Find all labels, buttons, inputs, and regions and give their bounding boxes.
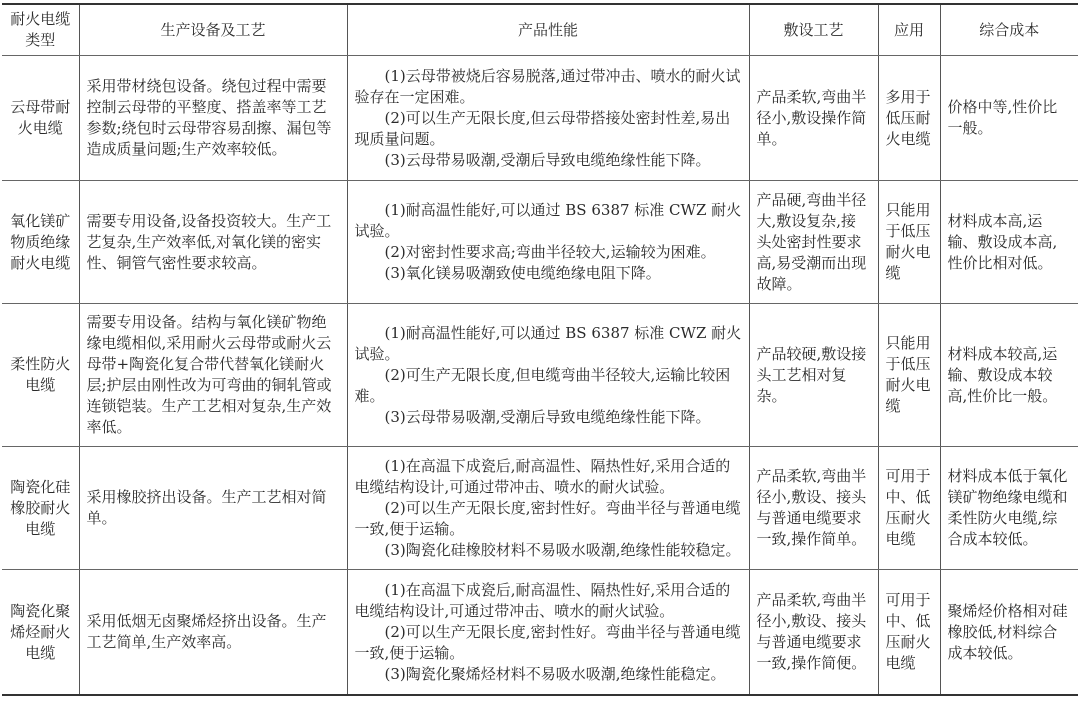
cell-performance <box>347 56 749 181</box>
cell-cost: 材料成本低于氧化镁矿物绝缘电缆和柔性防火电缆,综合成本较低。 <box>940 447 1078 570</box>
performance-item: (3)云母带易吸潮,受潮后导致电缆绝缘性能下降。 <box>384 150 711 169</box>
performance-item: (2)可以生产无限长度,但云母带搭接处密封性差,易出现质量问题。 <box>354 108 731 148</box>
cell-performance <box>347 570 749 696</box>
performance-item: (3)陶瓷化硅橡胶材料不易吸水吸潮,绝缘性能较稳定。 <box>384 540 741 559</box>
performance-item: (3)云母带易吸潮,受潮后导致电缆绝缘性能下降。 <box>384 407 711 426</box>
cell-application: 只能用于低压耐火电缆 <box>878 181 940 304</box>
cell-cable-type: 陶瓷化硅橡胶耐火电缆 <box>2 447 79 570</box>
cell-equipment: 需要专用设备,设备投资较大。生产工艺复杂,生产效率低,对氧化镁的密实性、铜管气密性要求较高。 <box>79 181 347 304</box>
header-cost: 综合成本 <box>940 4 1078 56</box>
performance-item: (2)对密封性要求高;弯曲半径较大,运输较为困难。 <box>384 243 716 261</box>
performance-item: (1)云母带被烧后容易脱落,通过带冲击、喷水的耐火试验存在一定困难。 <box>354 66 741 106</box>
cell-laying: 产品硬,弯曲半径大,敷设复杂,接头处密封性要求高,易受潮而出现故障。 <box>749 181 878 304</box>
header-laying: 敷设工艺 <box>749 4 878 56</box>
header-row <box>2 4 1078 56</box>
performance-item: (1)在高温下成瓷后,耐高温性、隔热性好,采用合适的电缆结构设计,可通过带冲击、喷水的耐火试验。 <box>354 456 731 496</box>
cell-equipment: 需要专用设备。结构与氧化镁矿物绝缘电缆相似,采用耐火云母带或耐火云母带+陶瓷化复合带代替氧化镁耐火层;护层由刚性改为可弯曲的铜轧管或连锁铠装。生产工艺相对复杂,生产效率低。 <box>79 304 347 447</box>
cell-cable-type: 云母带耐火电缆 <box>2 56 79 181</box>
cell-cost: 价格中等,性价比一般。 <box>940 56 1078 181</box>
performance-item: (1)耐高温性能好,可以通过 BS 6387 标准 CWZ 耐火试验。 <box>354 201 742 240</box>
cell-application: 只能用于低压耐火电缆 <box>878 304 940 447</box>
cell-laying: 产品较硬,敷设接头工艺相对复杂。 <box>749 304 878 447</box>
header-equipment: 生产设备及工艺 <box>79 4 347 56</box>
cell-equipment: 采用低烟无卤聚烯烃挤出设备。生产工艺简单,生产效率高。 <box>79 570 347 696</box>
header-application: 应用 <box>878 4 940 56</box>
performance-item: (3)陶瓷化聚烯烃材料不易吸水吸潮,绝缘性能稳定。 <box>384 664 726 683</box>
cell-performance <box>347 447 749 570</box>
performance-item: (1)耐高温性能好,可以通过 BS 6387 标准 CWZ 耐火试验。 <box>354 323 742 363</box>
header-performance: 产品性能 <box>347 4 749 56</box>
cell-cost: 聚烯烃价格相对硅橡胶低,材料综合成本较低。 <box>940 570 1078 696</box>
cell-laying: 产品柔软,弯曲半径小,敷设操作简单。 <box>749 56 878 181</box>
cell-application: 可用于中、低压耐火电缆 <box>878 447 940 570</box>
table-row <box>2 181 1078 304</box>
cable-comparison-table <box>2 3 1078 696</box>
performance-item: (2)可生产无限长度,但电缆弯曲半径较大,运输比较困难。 <box>354 365 731 405</box>
performance-item: (1)在高温下成瓷后,耐高温性、隔热性好,采用合适的电缆结构设计,可通过带冲击、喷水的耐火试验。 <box>354 580 731 620</box>
cell-equipment: 采用带材绕包设备。绕包过程中需要控制云母带的平整度、搭盖率等工艺参数;绕包时云母带容易刮擦、漏包等造成质量问题;生产效率较低。 <box>79 56 347 181</box>
cell-performance <box>347 181 749 304</box>
cell-cost: 材料成本高,运输、敷设成本高,性价比相对低。 <box>940 181 1078 304</box>
cell-application: 可用于中、低压耐火电缆 <box>878 570 940 696</box>
header-cable-type: 耐火电缆类型 <box>2 4 79 56</box>
cell-cost: 材料成本较高,运输、敷设成本较高,性价比一般。 <box>940 304 1078 447</box>
table-row <box>2 447 1078 570</box>
performance-item: (2)可以生产无限长度,密封性好。弯曲半径与普通电缆一致,便于运输。 <box>354 498 741 538</box>
performance-item: (2)可以生产无限长度,密封性好。弯曲半径与普通电缆一致,便于运输。 <box>354 622 741 662</box>
cell-cable-type: 氧化镁矿物质绝缘耐火电缆 <box>2 181 79 304</box>
table-row <box>2 570 1078 696</box>
table-header <box>2 4 1078 56</box>
table-body <box>2 56 1078 696</box>
cell-cable-type: 陶瓷化聚烯烃耐火电缆 <box>2 570 79 696</box>
performance-item: (3)氧化镁易吸潮致使电缆绝缘电阻下降。 <box>384 264 661 282</box>
cell-laying: 产品柔软,弯曲半径小,敷设、接头与普通电缆要求一致,操作简单。 <box>749 447 878 570</box>
cell-equipment: 采用橡胶挤出设备。生产工艺相对简单。 <box>79 447 347 570</box>
cell-performance <box>347 304 749 447</box>
table-row <box>2 56 1078 181</box>
cell-cable-type: 柔性防火电缆 <box>2 304 79 447</box>
cell-laying: 产品柔软,弯曲半径小,敷设、接头与普通电缆要求一致,操作简便。 <box>749 570 878 696</box>
cell-application: 多用于低压耐火电缆 <box>878 56 940 181</box>
table-row <box>2 304 1078 447</box>
